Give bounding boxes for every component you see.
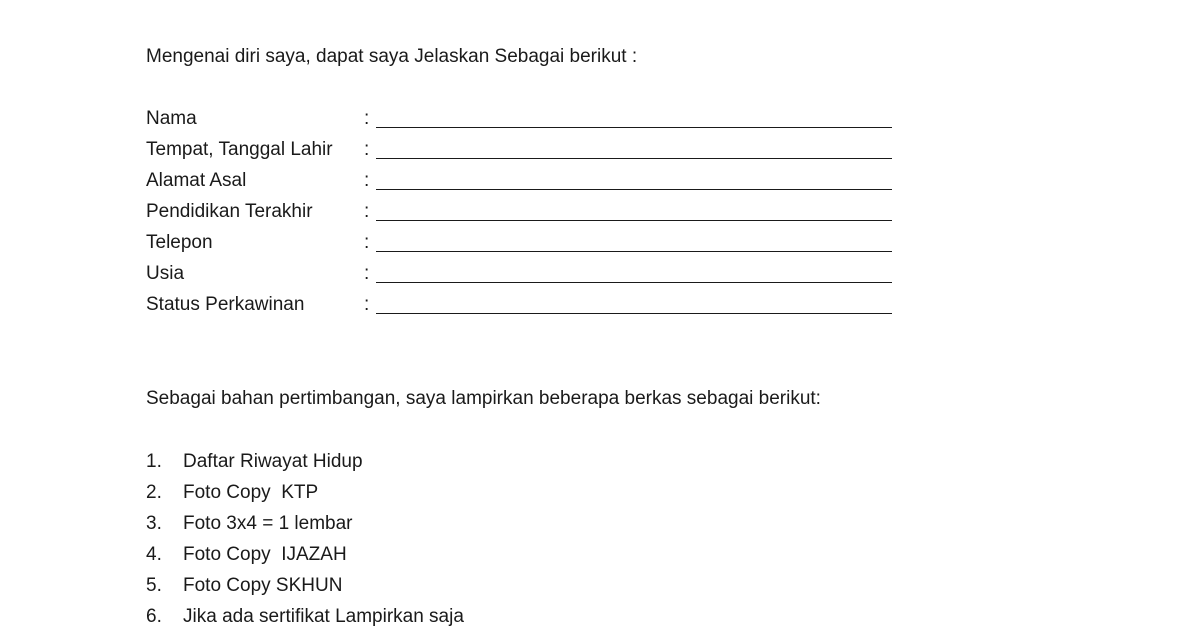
field-colon: :: [364, 201, 370, 222]
attachments-intro-text: Sebagai bahan pertimbangan, saya lampirkan beberapa berkas sebagai berikut:: [146, 388, 821, 409]
list-number: 1.: [146, 451, 162, 472]
form-row-usia: [146, 261, 906, 292]
fill-in-line: [376, 189, 892, 190]
list-number: 3.: [146, 513, 162, 534]
personal-data-form: [146, 106, 906, 323]
list-number: 2.: [146, 482, 162, 503]
form-row-telepon: [146, 230, 906, 261]
fill-in-line: [376, 282, 892, 283]
field-colon: :: [364, 170, 370, 191]
list-item-text: Jika ada sertifikat Lampirkan saja: [183, 606, 464, 627]
list-item-text: Foto Copy IJAZAH: [183, 544, 347, 565]
field-colon: :: [364, 294, 370, 315]
field-label: Usia: [146, 263, 185, 284]
field-label: Nama: [146, 108, 197, 129]
form-row-alamat-asal: [146, 168, 906, 199]
list-number: 5.: [146, 575, 162, 596]
list-number: 4.: [146, 544, 162, 565]
form-row-status-perkawinan: [146, 292, 906, 323]
list-number: 6.: [146, 606, 162, 627]
fill-in-line: [376, 313, 892, 314]
fill-in-line: [376, 158, 892, 159]
list-item-text: Foto 3x4 = 1 lembar: [183, 513, 353, 534]
field-colon: :: [364, 139, 370, 160]
field-colon: :: [364, 232, 370, 253]
form-row-nama: [146, 106, 906, 137]
form-row-tempat-tanggal-lahir: [146, 137, 906, 168]
list-item-text: Foto Copy SKHUN: [183, 575, 343, 596]
fill-in-line: [376, 251, 892, 252]
field-label: Telepon: [146, 232, 213, 253]
list-item-text: Foto Copy KTP: [183, 482, 319, 503]
fill-in-line: [376, 220, 892, 221]
field-label: Status Perkawinan: [146, 294, 305, 315]
intro-text: Mengenai diri saya, dapat saya Jelaskan Sebagai berikut :: [146, 46, 638, 67]
fill-in-line: [376, 127, 892, 128]
field-label: Alamat Asal: [146, 170, 247, 191]
field-label: Tempat, Tanggal Lahir: [146, 139, 333, 160]
form-row-pendidikan-terakhir: [146, 199, 906, 230]
list-item-text: Daftar Riwayat Hidup: [183, 451, 363, 472]
field-colon: :: [364, 108, 370, 129]
field-label: Pendidikan Terakhir: [146, 201, 313, 222]
field-colon: :: [364, 263, 370, 284]
